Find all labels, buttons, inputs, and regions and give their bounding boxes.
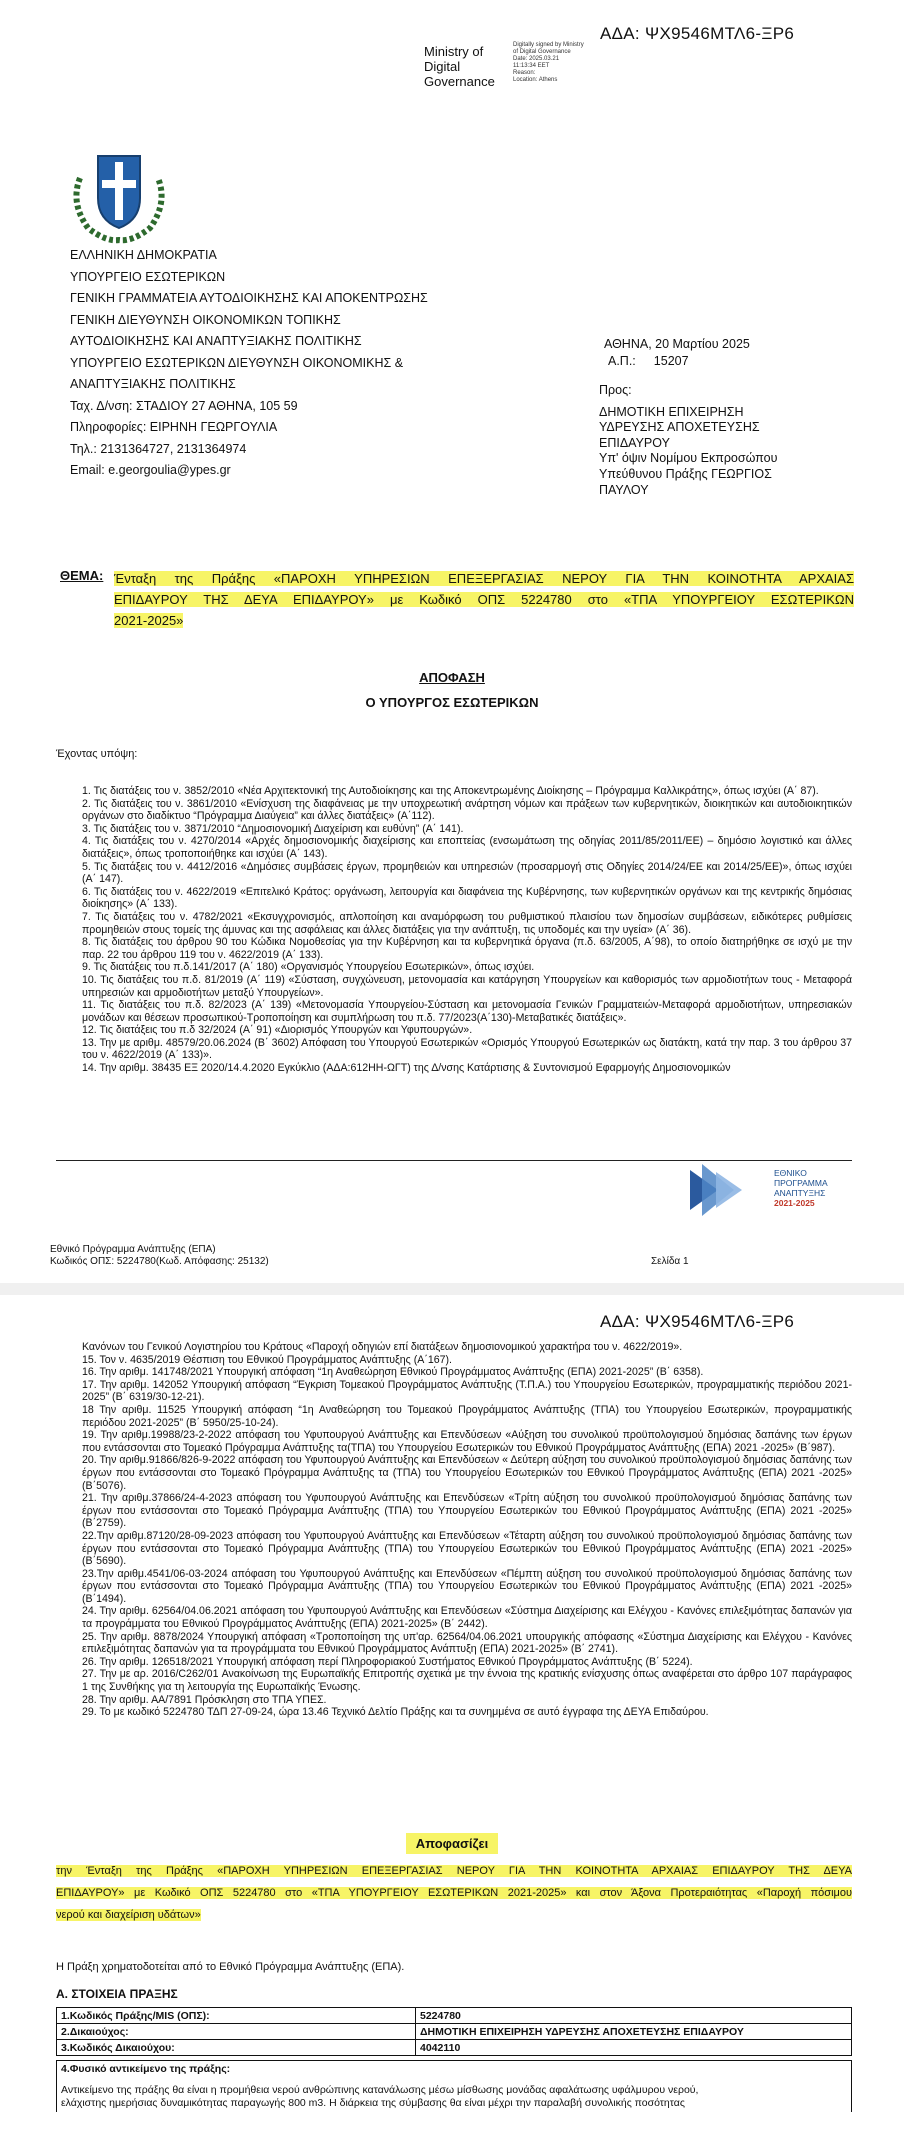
consideration-item: 2. Τις διατάξεις του ν. 3861/2010 «Ενίσχυση της διαφάνειας με την υποχρεωτική ανάρτηση νόμων και πράξεων των κυβερνητικών, διοικητικών και αυτοδιοικητικών οργάνων στο διαδίκτυο “Πρόγραμμα Διαύγεια” και άλλες διατάξεις» (Α΄112). <box>82 797 852 823</box>
subject-line: ΕΠΙΔΑΥΡΟΥ ΤΗΣ ΔΕΥΑ ΕΠΙΔΑΥΡΟΥ» με Κωδικό ΟΠΣ 5224780 στο «ΤΠΑ ΥΠΟΥΡΓΕΙΟΥ ΕΣΩΤΕΡΙΚΩΝ <box>114 592 854 607</box>
protocol-label: Α.Π.: <box>608 354 636 368</box>
recipient-block <box>599 383 777 498</box>
considerations-list-page1 <box>82 785 852 1075</box>
epa-logo-mark <box>690 1164 750 1216</box>
subject-text <box>114 568 854 631</box>
signature-detail: 11:13:34 EET <box>513 63 550 69</box>
recipient-line: Υπεύθυνου Πράξης ΓΕΩΡΓΙΟΣ <box>599 466 772 481</box>
footer-line: Κωδικός ΟΠΣ: 5224780(Κωδ. Απόφασης: 25132) <box>50 1256 269 1267</box>
subject-line: 2021-2025» <box>114 613 184 628</box>
consideration-item: 14. Την αριθμ. 38435 ΕΞ 2020/14.4.2020 Εγκύκλιο (ΑΔΑ:612ΗΗ-ΩΓΤ) της Δ/νσης Κατάρτισης & Συντονισμού Εφαρμογής Δημοσιονομικών <box>82 1062 731 1075</box>
page-number: Σελίδα 1 <box>651 1256 689 1267</box>
section-a-title: Α. ΣΤΟΙΧΕΙΑ ΠΡΑΞΗΣ <box>56 1987 178 2001</box>
decision-line: ΕΠΙΔΑΥΡΟΥ» με Κωδικό ΟΠΣ 5224780 στο «ΤΠΑ ΥΠΟΥΡΓΕΙΟΥ ΕΣΩΤΕΡΙΚΩΝ 2021-2025» και στον Άξονα Προτεραιότητας «Παροχή πόσιμου <box>56 1887 852 1899</box>
consideration-item: 28. Την αριθμ. ΑΑ/7891 Πρόσκληση στο ΤΠΑ ΥΠΕΣ. <box>82 1693 327 1706</box>
sender-line: ΑΥΤΟΔΙΟΙΚΗΣΗΣ ΚΑΙ ΑΝΑΠΤΥΞΙΑΚΗΣ ΠΟΛΙΤΙΚΗΣ <box>70 334 362 348</box>
consideration-item: 8. Τις διατάξεις του άρθρου 90 του Κώδικα Νομοθεσίας για την Κυβέρνηση και τα κυβερνητικά όργανα (π.δ. 63/2005, Α΄98), το οποίο διατηρήθηκε σε ισχύ με την παρ. 22 του άρθρου 119 του ν. 4622/2019 (Α΄ 133). <box>82 936 852 961</box>
decides-heading-wrap <box>0 1835 904 1853</box>
consideration-item: 26. Την αριθμ. 126518/2021 Υπουργική απόφαση περί Πληροφοριακού Συστήματος Εθνικού Προγράμματος Ανάπτυξης (Β΄ 5224). <box>82 1655 693 1668</box>
greek-coat-of-arms-emblem <box>66 148 172 244</box>
decision-line: νερού και διαχείριση υδάτων» <box>56 1909 201 1921</box>
sender-line: ΓΕΝΙΚΗ ΔΙΕΥΘΥΝΣΗ ΟΙΚΟΝΟΜΙΚΩΝ ΤΟΠΙΚΗΣ <box>70 312 341 327</box>
table-label: 2.Δικαιούχος: <box>57 2024 416 2040</box>
recipient-line: ΥΔΡΕΥΣΗΣ ΑΠΟΧΕΤΕΥΣΗΣ <box>599 420 760 435</box>
consideration-item: 3. Τις διατάξεις του ν. 3871/2010 “Δημοσιονομική Διαχείριση και ευθύνη” (Α΄ 141). <box>82 822 464 835</box>
sender-line: Τηλ.: 2131364727, 2131364974 <box>70 441 247 456</box>
recipient-label: Προς: <box>599 383 632 397</box>
sender-line: Πληροφορίες: ΕΙΡΗΝΗ ΓΕΩΡΓΟΥΛΙΑ <box>70 420 278 434</box>
protocol-number: 15207 <box>653 354 689 368</box>
consideration-item: 23.Την αριθμ.4541/06-03-2024 απόφαση του Υφυπουργού Ανάπτυξης και Επενδύσεων «Πέμπτη αύξηση του συνολικού προϋπολογισμού δημόσιας δαπάνης των έργων που εντάσσονται στο Τομεακό Πρόγραμμα Ανάπτυξης (ΤΠΑ) του Υπουργείου Εσωτερικών του Εθνικού Προγράμματος Ανάπτυξης (ΕΠΑ) 2021 -2025» (Β΄1494). <box>82 1567 852 1605</box>
recipient-line: ΕΠΙΔΑΥΡΟΥ <box>599 435 670 450</box>
signature-detail: Digitally signed by Ministry <box>513 42 584 48</box>
physical-object-line: ελάχιστης ημερήσιας δυναμικότητας παραγωγής 800 m3. Η διάρκεια της σύμβασης θα είναι μέχρι την παραλαβή συνολικής ποσότητας <box>61 2097 685 2109</box>
recipient-line: Υπ' όψιν Νομίμου Εκπροσώπου <box>599 451 778 466</box>
signature-org-line: Governance <box>424 74 495 89</box>
ada-code: ΑΔΑ: ΨΧ9546ΜΤΛ6-ΞΡ6 <box>600 24 795 43</box>
consideration-item: 7. Τις διατάξεις του ν. 4782/2021 «Εκσυγχρονισμός, απλοποίηση και αναμόρφωση του ρυθμιστικού πλαισίου των δημοσίων συμβάσεων, ειδικότερες ρυθμίσεις προμηθειών στους τομείς της άμυνας και της ασφάλειας και άλλες διατάξεις για την ανάπτυξη, τις υποδομές και την υγεία» (Α΄ 36). <box>82 910 852 936</box>
consideration-item: 22.Την αριθμ.87120/28-09-2023 απόφαση του Υφυπουργού Ανάπτυξης και Επενδύσεων «Τέταρτη αύξηση του συνολικού προϋπολογισμού δημόσιας δαπάνης των έργων που εντάσσονται στο Τομεακό Πρόγραμμα Ανάπτυξης (ΤΠΑ) του Υπουργείου Εσωτερικών του Εθνικού Προγράμματος Ανάπτυξης (ΕΠΑ) 2021 -2025» (Β΄5690). <box>82 1529 852 1568</box>
signature-detail: Date: 2025.03.21 <box>513 56 560 62</box>
consideration-item: 19. Την αριθμ.19988/23-2-2022 απόφαση του Υφυπουργού Ανάπτυξης και Επενδύσεων «Αύξηση του συνολικού προϋπολογισμού δημόσιας δαπάνης των έργων που εντάσσονται στο Τομεακό Πρόγραμμα Ανάπτυξης τα(ΤΠΑ) του Υπουργείου Εσωτερικών του Εθνικού Προγράμματος Ανάπτυξης (ΕΠΑ) 2021 -2025» (Β΄987). <box>82 1429 852 1454</box>
page-footer <box>50 1244 269 1268</box>
sender-line: ΕΛΛΗΝΙΚΗ ΔΗΜΟΚΡΑΤΙΑ <box>70 248 217 262</box>
consideration-item: 25. Την αριθμ. 8878/2024 Υπουργική απόφαση «Τροποποίηση της υπ'αρ. 62564/04.06.2021 υπουργικής απόφασης «Σύστημα Διαχείρισης και Ελέγχου - Κανόνες επιλεξιμότητας δαπανών για τα προγράμματα του Εθνικού Προγράμματος Ανάπτυξη (ΕΠΑ) 2021-2025» (Β΄ 2741). <box>82 1630 852 1656</box>
sender-line: Ταχ. Δ/νση: ΣΤΑΔΙΟΥ 27 ΑΘΗΝΑ, 105 59 <box>70 398 298 413</box>
footer-line: Εθνικό Πρόγραμμα Ανάπτυξης (ΕΠΑ) <box>50 1244 216 1255</box>
sender-line: ΑΝΑΠΤΥΞΙΑΚΗΣ ΠΟΛΙΤΙΚΗΣ <box>70 377 236 391</box>
consideration-item: 13. Την με αριθμ. 48579/20.06.2024 (Β΄ 3602) Απόφαση του Υπουργού Εσωτερικών «Ορισμός Υπουργού Εσωτερικών ως διατάκτη, κατά την παρ. 3 του άρθρου 37 του ν. 4622/2019 (Α΄ 133)». <box>82 1036 852 1062</box>
table-value: 4042110 <box>416 2040 852 2056</box>
signature-detail: of Digital Governance <box>513 49 571 55</box>
signature-details <box>513 42 584 84</box>
sender-line: ΥΠΟΥΡΓΕΙΟ ΕΣΩΤΕΡΙΚΩΝ <box>70 269 226 284</box>
decision-line: την Ένταξη της Πράξης «ΠΑΡΟΧΗ ΥΠΗΡΕΣΙΩΝ ΕΠΕΞΕΡΓΑΣΙΑΣ ΝΕΡΟΥ ΓΙΑ ΤΗΝ ΚΟΙΝΟΤΗΤΑ ΑΡΧΑΙΑΣ ΕΠΙΔΑΥΡΟΥ ΤΗΣ ΔΕΥΑ <box>56 1865 852 1877</box>
decision-heading <box>0 670 904 710</box>
logo-line: ΕΘΝΙΚΟ <box>774 1168 807 1178</box>
date-line: ΑΘΗΝΑ, 20 Μαρτίου 2025 <box>604 337 750 351</box>
funding-text: Η Πράξη χρηματοδοτείται από το Εθνικό Πρόγραμμα Ανάπτυξης (ΕΠΑ). <box>56 1961 405 1973</box>
consideration-item: 11. Τις διατάξεις του π.δ. 82/2023 (Α΄ 139) «Μετονομασία Υπουργείου-Σύσταση και μετονομασία Γενικών Γραμματειών-Μεταφορά αρμοδιοτήτων, υπηρεσιακών μονάδων και θέσεων προσωπικού-Τροποποίηση και συμπλήρωση του π.δ. 77/2023(Α΄130)-Μεταβατικές διατάξεις». <box>82 999 852 1024</box>
ada-code: ΑΔΑ: ΨΧ9546ΜΤΛ6-ΞΡ6 <box>600 1312 795 1331</box>
table-row <box>57 2024 852 2040</box>
table-label: 3.Κωδικός Δικαιούχου: <box>57 2040 416 2056</box>
date-protocol-block <box>604 336 750 370</box>
table-value: ΔΗΜΟΤΙΚΗ ΕΠΙΧΕΙΡΗΣΗ ΥΔΡΕΥΣΗΣ ΑΠΟΧΕΤΕΥΣΗΣ ΕΠΙΔΑΥΡΟΥ <box>416 2024 852 2040</box>
physical-object-label: 4.Φυσικό αντικείμενο της πράξης: <box>61 2063 231 2075</box>
signature-org-line: Digital <box>424 59 461 74</box>
decides-title: Αποφασίζει <box>406 1833 498 1854</box>
consideration-item: 29. Το με κωδικό 5224780 ΤΔΠ 27-09-24, ώρα 13.46 Τεχνικό Δελτίο Πράξης και τα συνημμένα σε αυτό έγγραφα της ΔΕΥΑ Επιδαύρου. <box>82 1706 709 1719</box>
logo-line: ΠΡΟΓΡΑΜΜΑ <box>774 1178 828 1188</box>
logo-line: ΑΝΑΠΤΥΞΗΣ <box>774 1188 826 1198</box>
decision-title: ΑΠΟΦΑΣΗ <box>419 670 485 685</box>
epa-logo-text <box>774 1168 828 1208</box>
recipient-line: ΠΑΥΛΟΥ <box>599 482 649 497</box>
consideration-item: 15. Τον ν. 4635/2019 Θέσπιση του Εθνικού Προγράμματος Ανάπτυξης (Α΄167). <box>82 1353 452 1366</box>
consideration-item: 27. Την με αρ. 2016/C262/01 Ανακοίνωση της Ευρωπαϊκής Επιτροπής σχετικά με την έννοια της κρατικής ενίσχυσης όπως αναφέρεται στο άρθρο 107 παράγραφος 1 της Συνθήκης για τη λειτουργία της Ευρωπαϊκής Ένωσης. <box>82 1668 852 1694</box>
minister-title: Ο ΥΠΟΥΡΓΟΣ ΕΣΩΤΕΡΙΚΩΝ <box>365 695 539 710</box>
consideration-item: 21. Την αριθμ.37866/24-4-2023 απόφαση του Υφυπουργού Ανάπτυξης και Επενδύσεων «Τρίτη αύξηση του συνολικού προϋπολογισμού δημόσιας δαπάνης των έργων που εντάσσονται στο Τομεακό Πρόγραμμα Ανάπτυξης (ΤΠΑ) του Υπουργείου Εσωτερικών του Εθνικού Προγράμματος Ανάπτυξης (ΕΠΑ) 2021 -2025» (Β΄2759). <box>82 1492 852 1530</box>
subject-line: Ένταξη της Πράξης «ΠΑΡΟΧΗ ΥΠΗΡΕΣΙΩΝ ΕΠΕΞΕΡΓΑΣΙΑΣ ΝΕΡΟΥ ΓΙΑ ΤΗΝ ΚΟΙΝΟΤΗΤΑ ΑΡΧΑΙΑΣ <box>114 571 854 586</box>
consideration-item: 10. Τις διατάξεις του π.δ. 81/2019 (Α΄ 119) «Σύσταση, συγχώνευση, μετονομασία και κατάργηση Υπουργείων και καθορισμός των αρμοδιοτήτων τους - Μεταφορά υπηρεσιών και αρμοδιοτήτων μεταξύ Υπουργείων». <box>82 973 852 999</box>
subject-label: ΘΕΜΑ: <box>60 568 104 583</box>
decision-body <box>56 1860 852 1926</box>
consideration-item: Κανόνων του Γενικού Λογιστηρίου του Κράτους «Παροχή οδηγιών επί διατάξεων δημοσιονομικού χαρακτήρα του ν. 4622/2019». <box>82 1341 683 1353</box>
sender-line: Email: e.georgoulia@ypes.gr <box>70 463 231 477</box>
consideration-item: 1. Τις διατάξεις του ν. 3852/2010 «Νέα Αρχιτεκτονική της Αυτοδιοίκησης και της Αποκεντρωμένης Διοίκησης – Πρόγραμμα Καλλικράτης», όπως ισχύει (Α΄ 87). <box>82 785 819 797</box>
consideration-item: 6. Τις διατάξεις του ν. 4622/2019 «Επιτελικό Κράτος: οργάνωση, λειτουργία και διαφάνεια της Κυβέρνησης, των κυβερνητικών οργάνων και της κεντρικής δημόσιας διοίκησης» (Α΄ 133). <box>82 885 852 911</box>
sender-line: ΓΕΝΙΚΗ ΓΡΑΜΜΑΤΕΙΑ ΑΥΤΟΔΙΟΙΚΗΣΗΣ ΚΑΙ ΑΠΟΚΕΝΤΡΩΣΗΣ <box>70 291 428 305</box>
consideration-item: 20. Την αριθμ.91866/826-9-2022 απόφαση του Υφυπουργού Ανάπτυξης και Επενδύσεων « Δεύτερη αύξηση του συνολικού προϋπολογισμού δημόσιας δαπάνης των έργων που εντάσσονται στο Τομεακό Πρόγραμμα Ανάπτυξης τα (ΤΠΑ) του Υπουργείου Εσωτερικών του Εθνικού Προγράμματος Ανάπτυξης (ΕΠΑ) 2021 -2025» (Β΄5076). <box>82 1454 852 1492</box>
table-value: 5224780 <box>416 2008 852 2024</box>
sender-block <box>70 245 428 482</box>
signature-detail: Reason: <box>513 70 536 76</box>
consideration-item: 4. Τις διατάξεις του ν. 4270/2014 «Αρχές δημοσιονομικής διαχείρισης και εποπτείας (ενσωμάτωση της οδηγίας 2011/85/2011/ΕΕ) – δημόσιο λογιστικό και άλλες διατάξεις», όπως τροποποιήθηκε και ισχύει (Α΄ 143). <box>82 835 852 860</box>
logo-line: 2021-2025 <box>774 1198 815 1208</box>
consideration-item: 12. Τις διατάξεις του π.δ 32/2024 (Α΄ 91) «Διορισμός Υπουργών και Υφυπουργών». <box>82 1024 473 1037</box>
physical-object-cell <box>56 2060 852 2112</box>
project-details-table <box>56 2007 852 2056</box>
consideration-item: 9. Τις διατάξεις του π.δ.141/2017 (Α΄ 180) «Οργανισμός Υπουργείου Εσωτερικών», όπως ισχύει. <box>82 961 535 974</box>
table-row <box>57 2040 852 2056</box>
table-row <box>57 2008 852 2024</box>
signature-block <box>424 44 495 89</box>
sender-line: ΥΠΟΥΡΓΕΙΟ ΕΣΩΤΕΡΙΚΩΝ ΔΙΕΥΘΥΝΣΗ ΟΙΚΟΝΟΜΙΚΗΣ & <box>70 355 404 370</box>
page-break <box>0 1283 904 1295</box>
signature-detail: Location: Athens <box>513 77 558 83</box>
consideration-item: 16. Την αριθμ. 141748/2021 Υπουργική απόφαση “1η Αναθεώρηση Εθνικού Προγράμματος Ανάπτυξης (ΕΠΑ) 2021-2025” (Β΄ 6358). <box>82 1366 704 1379</box>
signature-org-line: Ministry of <box>424 44 484 59</box>
footer-divider <box>56 1160 852 1161</box>
consideration-item: 5. Τις διατάξεις του ν. 4412/2016 «Δημόσιες συμβάσεις έργων, προμηθειών και υπηρεσιών (προσαρμογή στις Οδηγίες 2014/24/ΕΕ και 2014/25/ΕΕ)», όπως ισχύει (Α΄ 147). <box>82 860 852 886</box>
consideration-item: 18 Την αριθμ. 11525 Υπουργική απόφαση “1η Αναθεώρηση του Τομεακού Προγράμματος Ανάπτυξης (ΤΠΑ) του Υπουργείου Εσωτερικών, προγραμματικής περιόδου 2021-2025” (Β΄ 5950/25-10-24). <box>82 1403 852 1429</box>
consideration-item: 17. Την αριθμ. 142052 Υπουργική απόφαση “Έγκριση Τομεακού Προγράμματος Ανάπτυξης (Τ.Π.Α.) του Υπουργείου Εσωτερικών, προγραμματικής περιόδου 2021-2025” (Β΄ 6319/30-12-21). <box>82 1378 852 1404</box>
having-regard-label: Έχοντας υπόψη: <box>56 748 138 760</box>
physical-object-line: Αντικείμενο της πράξης θα είναι η προμήθεια νερού ανθρώπινης κατανάλωσης μέσω μίσθωσης μονάδας αφαλάτωσης υφάλμυρου νερού, <box>61 2084 699 2096</box>
recipient-line: ΔΗΜΟΤΙΚΗ ΕΠΙΧΕΙΡΗΣΗ <box>599 404 744 419</box>
consideration-item: 24. Την αριθμ. 62564/04.06.2021 απόφαση του Υφυπουργού Ανάπτυξης και Επενδύσεων «Σύστημα Διαχείρισης και Ελέγχου - Κανόνες επιλεξιμότητας δαπανών για τα προγράμματα του Εθνικού Προγράμματος Ανάπτυξης (ΕΠΑ) 2021-2025» (Β΄ 2442). <box>82 1605 852 1631</box>
considerations-list-page2 <box>82 1341 852 1719</box>
table-label: 1.Κωδικός Πράξης/MIS (ΟΠΣ): <box>57 2008 416 2024</box>
